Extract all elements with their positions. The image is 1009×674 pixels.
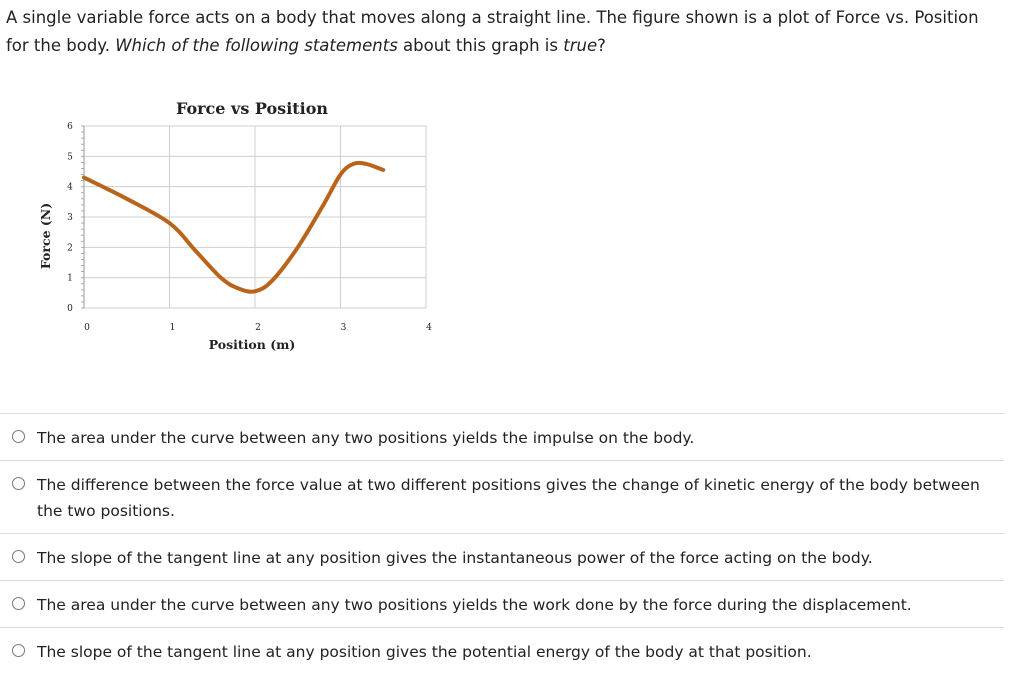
answer-options [0, 413, 1004, 674]
chart-title: Force vs Position [175, 99, 329, 118]
radio-button[interactable] [12, 597, 25, 610]
y-tick-label: 2 [67, 243, 73, 254]
option-text: The area under the curve between any two positions yields the impulse on the body. [37, 429, 695, 447]
radio-button[interactable] [12, 430, 25, 443]
radio-button[interactable] [12, 644, 25, 657]
question-part3: about this graph is [403, 36, 558, 55]
force-curve [84, 163, 383, 292]
y-tick-label: 6 [67, 122, 73, 132]
radio-button[interactable] [12, 477, 25, 490]
y-axis-label: Force (N) [38, 202, 53, 270]
radio-button[interactable] [12, 550, 25, 563]
y-tick-label: 5 [67, 152, 73, 163]
x-tick-labels [84, 323, 432, 333]
option-text: The slope of the tangent line at any position gives the potential energy of the body at that position. [37, 643, 812, 661]
y-tick-label: 3 [67, 213, 73, 223]
answer-option[interactable] [0, 627, 1004, 674]
option-text: The area under the curve between any two positions yields the work done by the force during the displacement. [37, 596, 912, 614]
y-tick-label: 1 [67, 273, 73, 284]
answer-option[interactable] [0, 533, 1004, 580]
x-tick-label: 1 [169, 323, 176, 333]
question-text [6, 4, 1001, 60]
option-text: The difference between the force value at two different positions gives the change of kinetic energy of the body between the two positions. [37, 476, 980, 520]
x-tick-label: 4 [426, 323, 432, 333]
question-part5: ? [597, 36, 606, 55]
chart-svg [36, 92, 436, 362]
question-part4: true [563, 36, 598, 55]
y-tick-labels [67, 122, 73, 314]
chart-grid [81, 126, 426, 308]
option-text: The slope of the tangent line at any position gives the instantaneous power of the force acting on the body. [37, 549, 873, 567]
question-part2: Which of the following statements [115, 36, 398, 55]
x-tick-label: 2 [255, 323, 261, 333]
answer-option[interactable] [0, 413, 1004, 460]
answer-option[interactable] [0, 460, 1004, 533]
y-tick-label: 4 [67, 182, 73, 193]
y-tick-label: 0 [67, 304, 73, 314]
answer-option[interactable] [0, 580, 1004, 627]
x-tick-label: 0 [84, 323, 90, 333]
x-tick-label: 3 [340, 323, 347, 333]
x-axis-label: Position (m) [208, 337, 296, 352]
force-position-chart [36, 92, 436, 362]
question-part1: A single variable force acts on a body that moves along a straight line. The figure shown is a plot of Force vs. Position for the body. [6, 8, 979, 55]
